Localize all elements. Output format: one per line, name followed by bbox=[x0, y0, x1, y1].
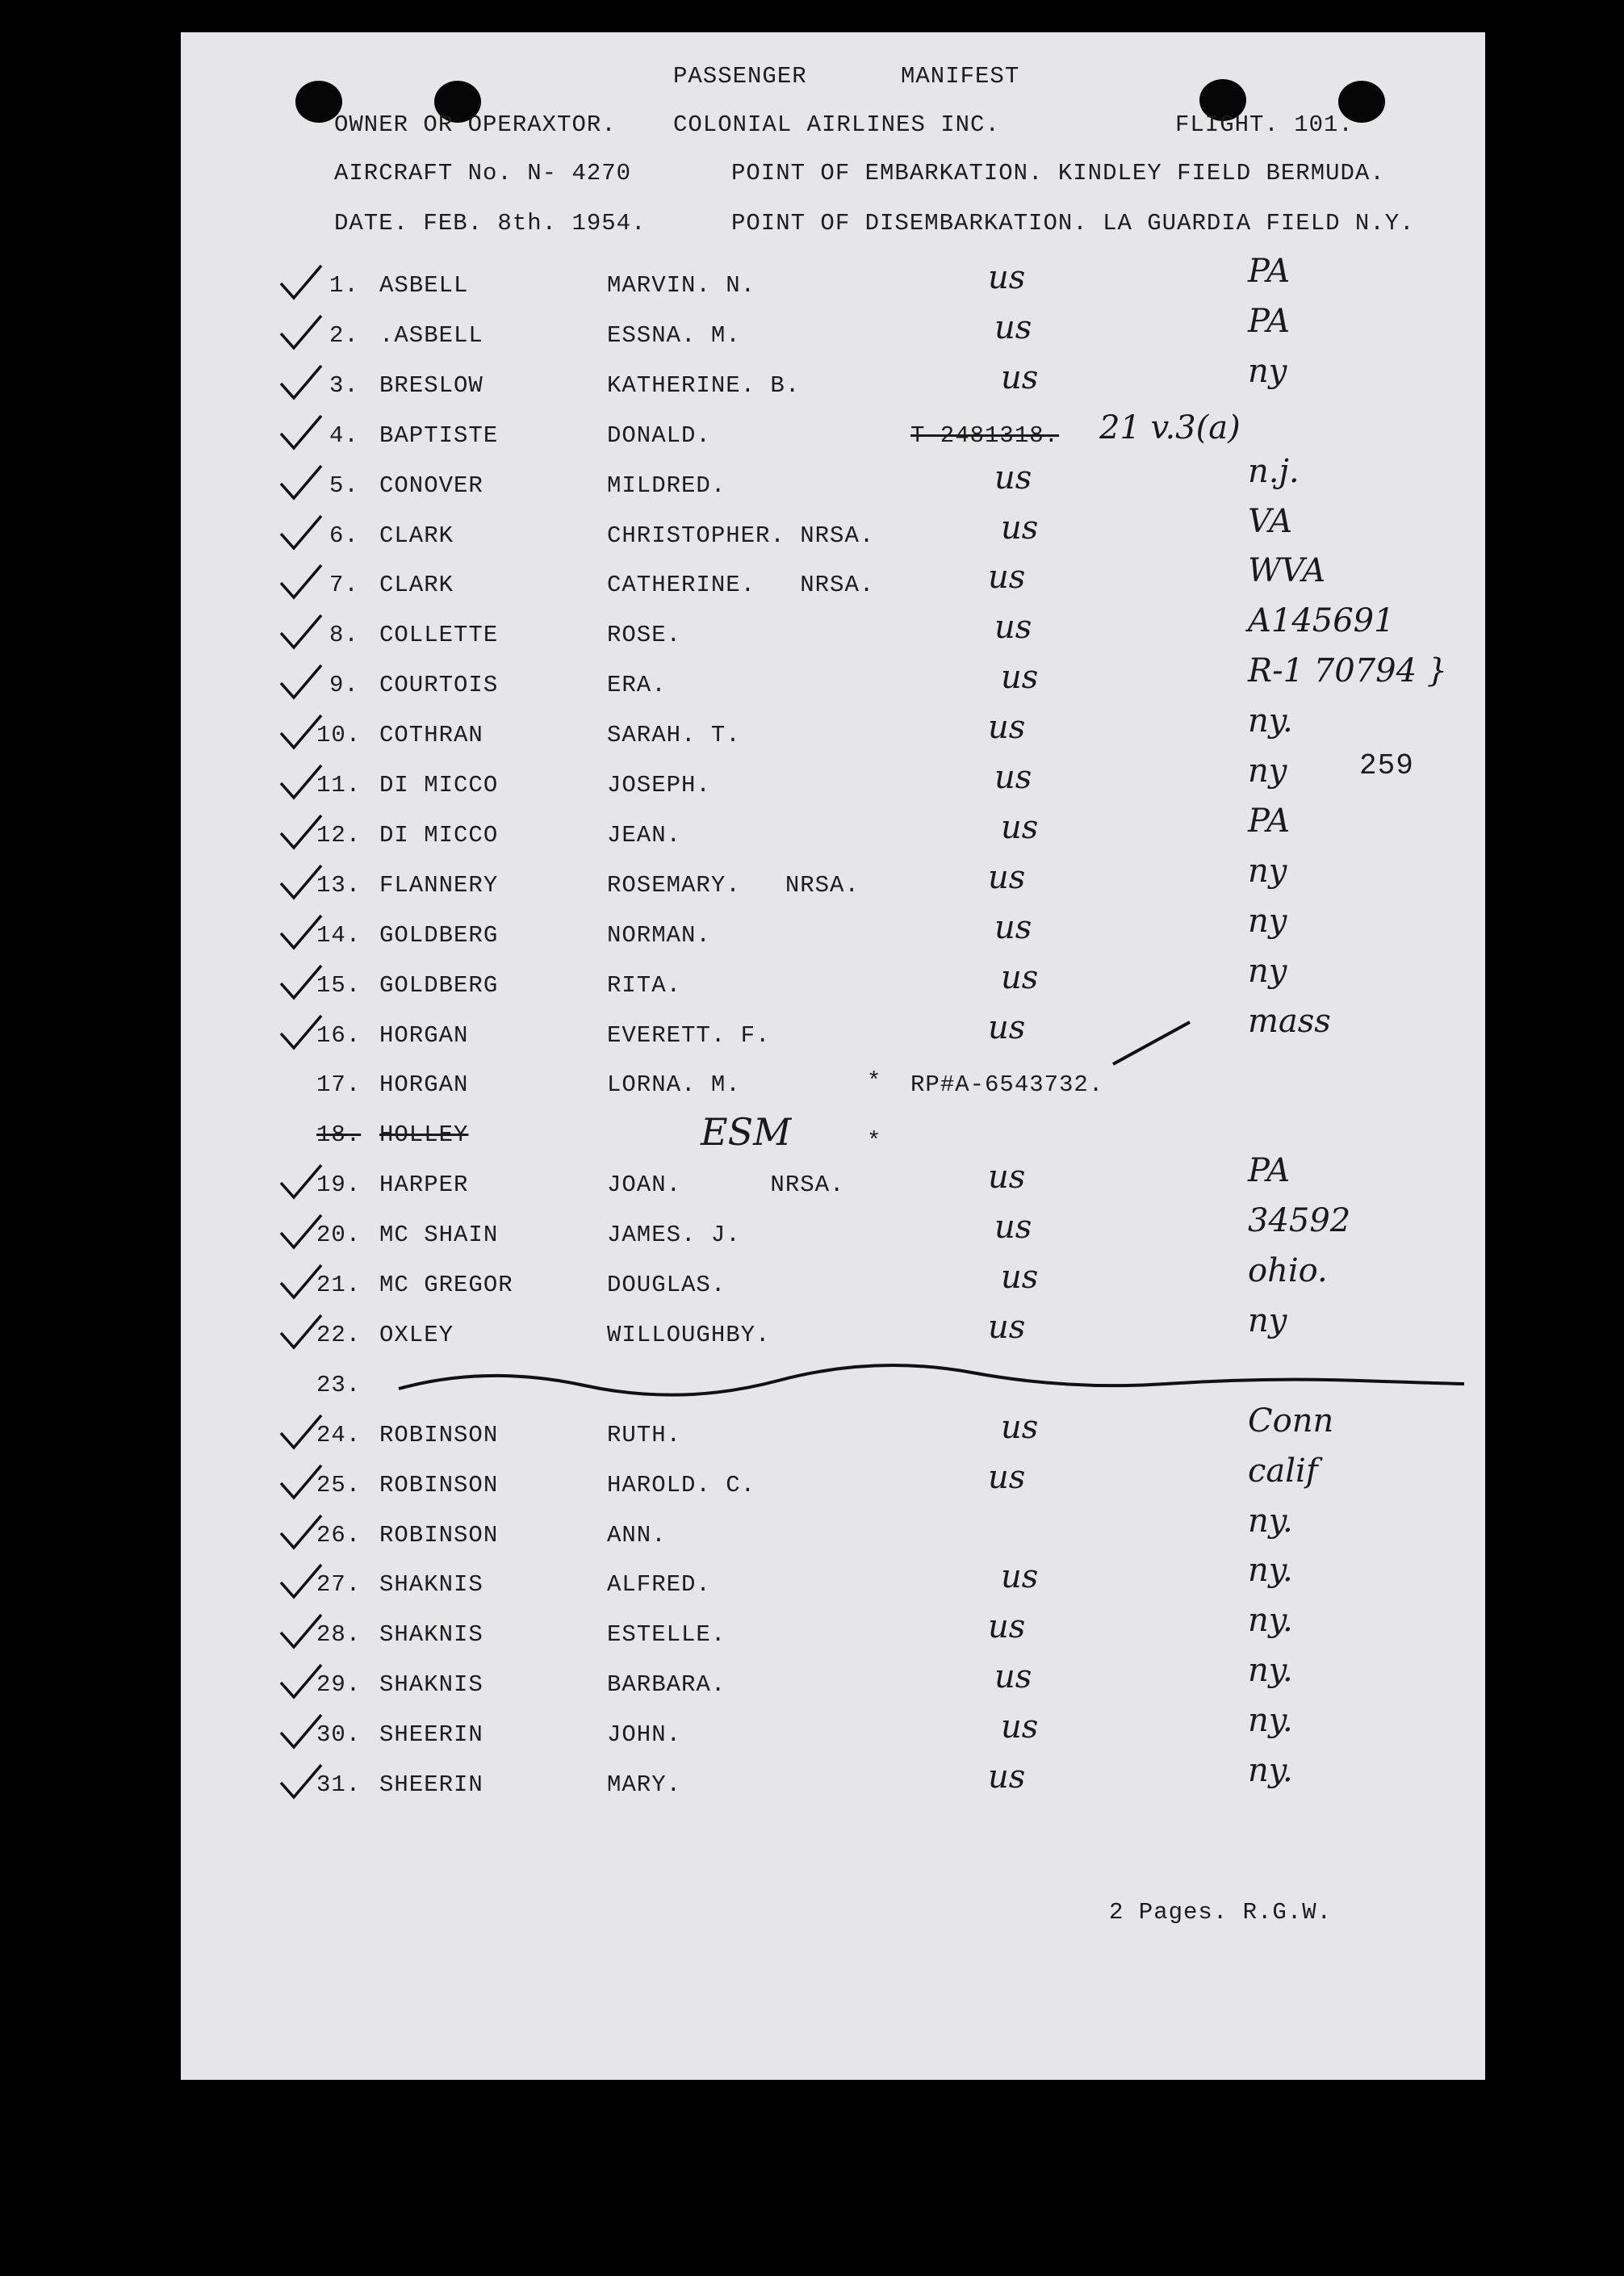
citizenship-mark: us bbox=[988, 1458, 1026, 1496]
row-number: 30. bbox=[316, 1721, 362, 1749]
check-mark-icon bbox=[276, 762, 324, 803]
first-name: CHRISTOPHER. NRSA. bbox=[607, 522, 875, 549]
row-number: 11. bbox=[316, 772, 362, 798]
residence-mark: ohio. bbox=[1248, 1252, 1328, 1289]
last-name: ASBELL bbox=[379, 272, 469, 299]
last-name: HORGAN bbox=[379, 1071, 469, 1099]
first-name: DONALD. bbox=[607, 421, 711, 449]
last-name: GOLDBERG bbox=[379, 921, 499, 949]
first-name: JAMES. J. bbox=[607, 1222, 741, 1249]
row-number: 25. bbox=[316, 1471, 362, 1498]
last-name: SHAKNIS bbox=[379, 1671, 483, 1699]
asterisk: * bbox=[867, 1068, 882, 1096]
residence-mark: ny. bbox=[1248, 1602, 1293, 1640]
row-number: 1. bbox=[329, 272, 359, 299]
row-number: 21. bbox=[316, 1272, 362, 1298]
asterisk: * bbox=[867, 1128, 882, 1155]
flight-number: FLIGHT. 101. bbox=[1175, 111, 1354, 138]
first-name: MILDRED. bbox=[607, 472, 726, 499]
row-number: 12. bbox=[316, 821, 362, 849]
citizenship-mark: us bbox=[994, 759, 1032, 796]
citizenship-mark: us bbox=[1001, 358, 1039, 396]
last-name: COTHRAN bbox=[379, 722, 483, 749]
check-mark-icon bbox=[276, 413, 324, 453]
residence-mark: Conn bbox=[1248, 1402, 1334, 1440]
check-mark-icon bbox=[276, 612, 324, 652]
row-number: 15. bbox=[316, 971, 362, 999]
last-name: BRESLOW bbox=[379, 371, 483, 399]
last-name: BAPTISTE bbox=[379, 421, 499, 449]
last-name: SHAKNIS bbox=[379, 1571, 483, 1599]
check-mark-icon bbox=[276, 513, 324, 553]
row-number: 26. bbox=[316, 1521, 362, 1549]
citizenship-mark: us bbox=[994, 908, 1032, 946]
last-name: ROBINSON bbox=[379, 1421, 499, 1448]
first-name: MARY. bbox=[607, 1771, 682, 1798]
check-mark-icon bbox=[276, 1512, 324, 1553]
last-name: SHEERIN bbox=[379, 1721, 483, 1749]
first-name: ESSNA. M. bbox=[607, 321, 741, 349]
residence-mark: ny. bbox=[1248, 1652, 1293, 1690]
first-name: SARAH. T. bbox=[607, 722, 741, 749]
last-name: DI MICCO bbox=[379, 821, 499, 849]
row-number: 6. bbox=[329, 522, 359, 549]
check-mark-icon bbox=[276, 363, 324, 403]
check-mark-icon bbox=[276, 1762, 324, 1802]
residence-mark: ny. bbox=[1248, 1502, 1293, 1540]
row-number: 29. bbox=[316, 1671, 362, 1699]
last-name: COLLETTE bbox=[379, 622, 499, 649]
disembarkation: POINT OF DISEMBARKATION. LA GUARDIA FIELD N.Y. bbox=[731, 210, 1415, 237]
first-name: NORMAN. bbox=[607, 921, 711, 949]
row-number: 7. bbox=[329, 572, 359, 599]
residence-mark: ny bbox=[1248, 902, 1287, 940]
citizenship-mark: us bbox=[988, 259, 1026, 296]
check-mark-icon bbox=[276, 1212, 324, 1252]
residence-mark: ny bbox=[1248, 852, 1287, 890]
last-name: .ASBELL bbox=[379, 321, 483, 349]
first-name: MARVIN. N. bbox=[607, 272, 756, 299]
first-name: EVERETT. F. bbox=[607, 1021, 771, 1049]
row-number: 31. bbox=[316, 1771, 362, 1798]
citizenship-mark: us bbox=[994, 459, 1032, 497]
first-name: KATHERINE. B. bbox=[607, 371, 801, 399]
last-name: HORGAN bbox=[379, 1021, 469, 1049]
row-number: 22. bbox=[316, 1321, 362, 1348]
first-name: ROSEMARY. NRSA. bbox=[607, 871, 860, 899]
title-passenger: PASSENGER bbox=[673, 63, 807, 90]
manifest-page bbox=[181, 32, 1485, 2080]
first-name: LORNA. M. bbox=[607, 1071, 741, 1099]
citizenship-mark: us bbox=[1001, 1259, 1039, 1296]
check-mark-icon bbox=[276, 1662, 324, 1702]
last-name: SHEERIN bbox=[379, 1771, 483, 1798]
row-number: 9. bbox=[329, 672, 359, 699]
check-mark-icon bbox=[276, 463, 324, 503]
row-number: 5. bbox=[329, 472, 359, 499]
citizenship-mark: us bbox=[1001, 808, 1039, 846]
first-name: ERA. bbox=[607, 672, 667, 699]
check-mark-icon bbox=[276, 262, 324, 303]
last-name: ROBINSON bbox=[379, 1471, 499, 1498]
row-number: 27. bbox=[316, 1571, 362, 1599]
first-name: RITA. bbox=[607, 971, 682, 999]
first-name: DOUGLAS. bbox=[607, 1272, 726, 1298]
citizenship-mark: us bbox=[988, 1308, 1026, 1346]
row-number: 8. bbox=[329, 622, 359, 649]
residence-mark: ny bbox=[1248, 352, 1287, 390]
first-name: JEAN. bbox=[607, 821, 682, 849]
residence-mark: calif bbox=[1248, 1452, 1318, 1490]
row-number: 4. bbox=[329, 421, 359, 449]
row-number: 3. bbox=[329, 371, 359, 399]
check-mark-icon bbox=[276, 562, 324, 602]
row-number: 13. bbox=[316, 871, 362, 899]
residence-mark: PA bbox=[1248, 802, 1291, 840]
row-note: T-2481318. bbox=[910, 421, 1060, 449]
check-mark-icon bbox=[276, 862, 324, 903]
residence-mark: ny bbox=[1248, 1301, 1287, 1339]
last-name: HOLLEY bbox=[379, 1121, 469, 1149]
check-mark-icon bbox=[276, 1312, 324, 1352]
row-number: 24. bbox=[316, 1421, 362, 1448]
citizenship-mark: us bbox=[988, 858, 1026, 896]
citizenship-mark: us bbox=[1001, 1558, 1039, 1596]
page-footer: 2 Pages. R.G.W. bbox=[1109, 1899, 1333, 1926]
row-17-mark bbox=[1109, 1016, 1198, 1072]
last-name: HARPER bbox=[379, 1172, 469, 1199]
citizenship-mark: us bbox=[988, 1159, 1026, 1197]
row-number: 28. bbox=[316, 1621, 362, 1649]
last-name: ROBINSON bbox=[379, 1521, 499, 1549]
citizenship-mark: us bbox=[1001, 1708, 1039, 1746]
residence-mark: ny bbox=[1248, 752, 1287, 790]
row-number: 10. bbox=[316, 722, 362, 749]
citizenship-mark: us bbox=[988, 709, 1026, 747]
citizenship-mark: us bbox=[1001, 509, 1039, 547]
residence-mark: PA bbox=[1248, 253, 1291, 290]
residence-mark: n.j. bbox=[1248, 452, 1300, 490]
first-name: BARBARA. bbox=[607, 1671, 726, 1699]
row-number: 17. bbox=[316, 1071, 362, 1099]
check-mark-icon bbox=[276, 1012, 324, 1053]
check-mark-icon bbox=[276, 312, 324, 353]
first-name: HAROLD. C. bbox=[607, 1471, 756, 1498]
citizenship-mark: us bbox=[988, 559, 1026, 597]
last-name: CLARK bbox=[379, 572, 454, 599]
citizenship-mark: us bbox=[988, 1008, 1026, 1046]
embarkation: POINT OF EMBARKATION. KINDLEY FIELD BERMUDA. bbox=[731, 160, 1385, 187]
check-mark-icon bbox=[276, 1561, 324, 1602]
row-number: 23. bbox=[316, 1371, 362, 1398]
last-name: CONOVER bbox=[379, 472, 483, 499]
first-name: ROSE. bbox=[607, 622, 682, 649]
residence-mark: PA bbox=[1248, 1152, 1291, 1190]
last-name: SHAKNIS bbox=[379, 1621, 483, 1649]
residence-mark: PA bbox=[1248, 302, 1291, 340]
margin-note: 259 bbox=[1359, 749, 1414, 782]
citizenship-mark: us bbox=[1001, 958, 1039, 996]
row-number: 20. bbox=[316, 1222, 362, 1249]
check-mark-icon bbox=[276, 1262, 324, 1302]
last-name: COURTOIS bbox=[379, 672, 499, 699]
first-name: WILLOUGHBY. bbox=[607, 1321, 771, 1348]
row-number: 19. bbox=[316, 1172, 362, 1199]
citizenship-mark: us bbox=[994, 308, 1032, 346]
first-name: CATHERINE. NRSA. bbox=[607, 572, 875, 599]
last-name: DI MICCO bbox=[379, 772, 499, 798]
residence-mark: mass bbox=[1248, 1002, 1331, 1040]
check-mark-icon bbox=[276, 1162, 324, 1202]
check-mark-icon bbox=[276, 1612, 324, 1652]
last-name: CLARK bbox=[379, 522, 454, 549]
owner-value: COLONIAL AIRLINES INC. bbox=[673, 111, 1000, 138]
citizenship-mark: us bbox=[994, 1209, 1032, 1247]
residence-mark: VA bbox=[1248, 502, 1293, 540]
last-name: OXLEY bbox=[379, 1321, 454, 1348]
row-23-cancel-line bbox=[391, 1356, 1472, 1405]
residence-mark: A145691 bbox=[1248, 602, 1395, 640]
residence-mark: ny. bbox=[1248, 702, 1293, 740]
first-name: ALFRED. bbox=[607, 1571, 711, 1599]
last-name: MC SHAIN bbox=[379, 1222, 499, 1249]
first-name: ANN. bbox=[607, 1521, 667, 1549]
first-name: JOHN. bbox=[607, 1721, 682, 1749]
citizenship-mark: us bbox=[1001, 659, 1039, 697]
check-mark-icon bbox=[276, 712, 324, 752]
citizenship-mark: us bbox=[994, 609, 1032, 647]
residence-mark: 34592 bbox=[1248, 1202, 1351, 1240]
check-mark-icon bbox=[276, 812, 324, 853]
check-mark-icon bbox=[276, 1412, 324, 1452]
residence-mark: WVA bbox=[1248, 552, 1326, 590]
first-name: JOSEPH. bbox=[607, 772, 711, 798]
row-note: RP#A-6543732. bbox=[910, 1071, 1104, 1099]
citizenship-mark: us bbox=[988, 1758, 1026, 1796]
row-number: 2. bbox=[329, 321, 359, 349]
first-name: RUTH. bbox=[607, 1421, 682, 1448]
aircraft-number: AIRCRAFT No. N- 4270 bbox=[334, 160, 632, 187]
residence-mark: ny. bbox=[1248, 1702, 1293, 1740]
row-number: 14. bbox=[316, 921, 362, 949]
row-number: 18. bbox=[316, 1121, 362, 1149]
residence-mark: ny bbox=[1248, 952, 1287, 990]
residence-mark: R-1 70794 } bbox=[1248, 652, 1448, 690]
citizenship-mark: us bbox=[988, 1608, 1026, 1646]
check-mark-icon bbox=[276, 662, 324, 702]
residence-mark: ny. bbox=[1248, 1552, 1293, 1590]
check-mark-icon bbox=[276, 962, 324, 1003]
citizenship-mark: us bbox=[1001, 1408, 1039, 1446]
last-name: GOLDBERG bbox=[379, 971, 499, 999]
title-manifest: MANIFEST bbox=[901, 63, 1020, 90]
last-name: FLANNERY bbox=[379, 871, 499, 899]
citizenship-mark: 21 v.3(a) bbox=[1099, 409, 1241, 446]
check-mark-icon bbox=[276, 912, 324, 953]
check-mark-icon bbox=[276, 1712, 324, 1752]
citizenship-mark: us bbox=[994, 1658, 1032, 1696]
manifest-date: DATE. FEB. 8th. 1954. bbox=[334, 210, 647, 237]
row-number: 16. bbox=[316, 1021, 362, 1049]
row-note: ESM bbox=[701, 1110, 792, 1155]
last-name: MC GREGOR bbox=[379, 1272, 513, 1298]
first-name: JOAN. NRSA. bbox=[607, 1172, 845, 1199]
residence-mark: ny. bbox=[1248, 1752, 1293, 1789]
owner-label: OWNER OR OPERAXTOR. bbox=[334, 111, 617, 138]
first-name: ESTELLE. bbox=[607, 1621, 726, 1649]
check-mark-icon bbox=[276, 1462, 324, 1503]
